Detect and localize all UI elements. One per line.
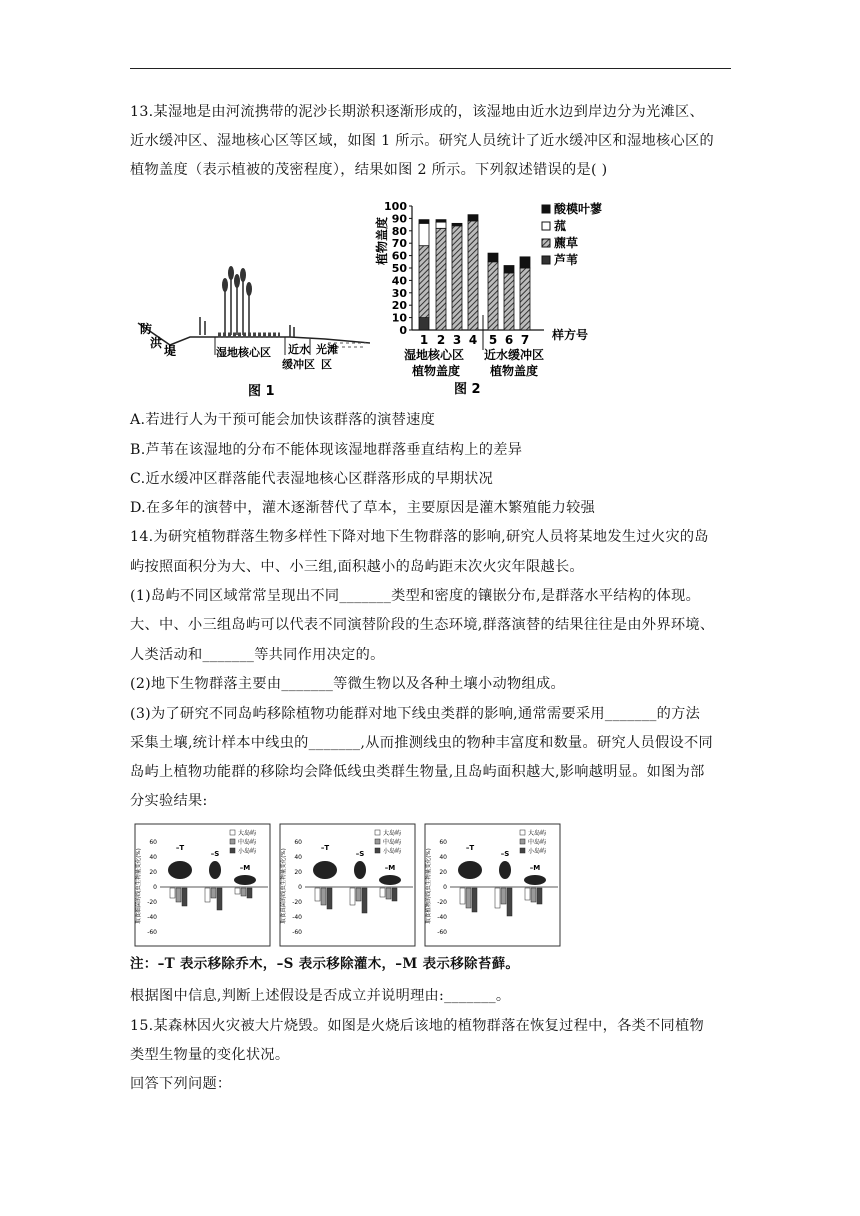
- figure-2-plant-cover-chart: [372, 195, 622, 405]
- panel-bar: [380, 888, 385, 897]
- panel-tick-label: 40: [149, 854, 157, 861]
- panel-legend-swatch: [375, 830, 380, 835]
- panel-treatment-label: –M: [529, 864, 541, 872]
- panel-legend-label: 小岛屿: [528, 848, 547, 855]
- panel-bar: [217, 888, 222, 910]
- panel-plant-icon: [499, 861, 511, 879]
- panel-legend-swatch: [520, 839, 525, 844]
- panel-legend-label: 大岛屿: [238, 830, 257, 837]
- bar-藨草-6: [504, 273, 514, 330]
- bar-酸模叶蓼-3: [452, 223, 462, 225]
- plant-cover-bar-chart: [372, 195, 622, 405]
- panel-tick-label: -40: [437, 914, 447, 921]
- panel-bar: [472, 888, 477, 912]
- panel-bar: [507, 888, 512, 916]
- q13-line-1: 13.某湿地是由河流携带的泥沙长期淤积逐渐形成的，该湿地由近水边到岸边分为光滩区、: [130, 104, 704, 120]
- bar-酸模叶蓼-4: [468, 215, 478, 221]
- panel-bar: [501, 888, 506, 904]
- q13-option-c: C.近水缓冲区群落能代表湿地核心区群落形成的早期状况: [130, 471, 494, 487]
- panel-treatment-label: –S: [355, 850, 365, 858]
- header-rule: [130, 68, 731, 69]
- q14-line-8: 采集土壤,统计样本中线虫的_______,从而推测线虫的物种丰富度和数量。研究人员假设不同: [130, 735, 713, 751]
- fig1-label-fang: 防: [140, 322, 153, 336]
- q14-line-10: 分实验结果:: [130, 793, 208, 809]
- legend-label: 菰: [554, 219, 567, 233]
- chart-x-tick-label: 6: [504, 333, 514, 347]
- legend-label: 藨草: [554, 236, 579, 250]
- panel-legend-label: 中岛屿: [238, 839, 257, 846]
- panel-bar: [460, 888, 465, 904]
- bar-酸模叶蓼-2: [436, 220, 446, 222]
- bar-菰-2: [436, 222, 446, 228]
- panel-bar: [205, 888, 210, 902]
- fig1-flat-label-2: 区: [321, 358, 332, 371]
- bar-酸模叶蓼-1: [419, 220, 429, 224]
- panel-legend-label: 小岛屿: [238, 848, 257, 855]
- panel-tick-label: -40: [292, 914, 302, 921]
- panel-tick-label: 20: [439, 869, 447, 876]
- chart-group2-line2: 植物盖度: [490, 364, 539, 378]
- panel-plant-icon: [313, 861, 337, 879]
- chart-y-tick-label: 90: [391, 212, 407, 226]
- panel-tick-label: -60: [147, 929, 157, 936]
- panel-bar: [392, 888, 397, 901]
- q14-line-7: (3)为了研究不同岛屿移除植物功能群对地下线虫类群的影响,通常需要采用_______的方法: [130, 706, 701, 722]
- q13-line-3: 植物盖度（表示植被的茂密程度），结果如图 2 所示。下列叙述错误的是( ): [130, 162, 608, 178]
- panel-plant-icon: [354, 861, 366, 879]
- bar-藨草-2: [436, 228, 446, 330]
- panel-bar: [327, 888, 332, 909]
- chart-group1-line1: 湿地核心区: [404, 348, 465, 362]
- chart-y-tick-label: 50: [391, 262, 407, 275]
- legend-swatch: [542, 256, 550, 264]
- panel-legend-label: 中岛屿: [528, 839, 547, 846]
- chart-y-tick-label: 10: [391, 311, 407, 325]
- panel-bar: [182, 888, 187, 906]
- panel-legend-swatch: [375, 839, 380, 844]
- legend-swatch: [542, 222, 550, 230]
- q15-line-3: 回答下列问题：: [130, 1076, 232, 1092]
- q14-line-5: 人类活动和_______等共同作用决定的。: [130, 647, 385, 663]
- bar-藨草-3: [452, 226, 462, 330]
- panel-plant-icon: [209, 861, 221, 879]
- panel-legend-label: 中岛屿: [383, 839, 402, 846]
- legend-label: 酸模叶蓼: [554, 202, 603, 216]
- panel-bar: [537, 888, 542, 904]
- chart-group2-line1: 近水缓冲区: [484, 348, 545, 362]
- chart-x-tick-label: 5: [488, 333, 498, 347]
- panel-tick-label: 60: [439, 839, 447, 846]
- panel-bar: [247, 888, 252, 898]
- q14-line-4: 大、中、小三组岛屿可以代表不同演替阶段的生态环境,群落演替的结果往往是由外界环境、: [130, 617, 715, 633]
- chart-xlabel-right: 样方号: [552, 328, 589, 342]
- panel-tick-label: 0: [153, 884, 157, 891]
- chart-x-tick-label: 2: [436, 333, 446, 347]
- panel-legend-swatch: [230, 839, 235, 844]
- nematode-figure-note: 注：–T 表示移除乔木，–S 表示移除灌木，–M 表示移除苔藓。: [130, 956, 520, 972]
- panel-plant-icon: [524, 875, 546, 885]
- q15-line-1: 15.某森林因火灾被大片烧毁。如图是火烧后该地的植物群落在恢复过程中，各类不同植物: [130, 1018, 704, 1034]
- q15-line-2: 类型生物量的变化状况。: [130, 1047, 290, 1063]
- panel-tick-label: 20: [149, 869, 157, 876]
- panel-treatment-label: –T: [465, 844, 475, 852]
- chart-x-tick-label: 4: [468, 333, 478, 347]
- panel-treatment-label: –S: [500, 850, 510, 858]
- fig1-buffer-label-2: 缓冲区: [282, 358, 315, 371]
- panel-tick-label: 60: [149, 839, 157, 846]
- nematode-panels: [130, 822, 562, 952]
- panel-bar: [362, 888, 367, 913]
- panel-plant-icon: [234, 875, 256, 885]
- panel-treatment-label: –T: [320, 844, 330, 852]
- panel-tick-label: 60: [294, 839, 302, 846]
- q14-line-6: (2)地下生物群落主要由_______等微生物以及各种土壤小动物组成。: [130, 676, 565, 692]
- panel-bar: [235, 888, 240, 894]
- panel-tick-label: 40: [439, 854, 447, 861]
- chart-y-tick-label: 20: [391, 299, 407, 313]
- panel-treatment-label: –S: [210, 850, 220, 858]
- panel-tick-label: 0: [298, 884, 302, 891]
- legend-swatch: [542, 239, 550, 247]
- bar-藨草-1: [419, 246, 429, 318]
- panel-tick-label: -20: [292, 899, 302, 906]
- panel-bar: [466, 888, 471, 908]
- figure-1-wetland-profile: [130, 255, 370, 405]
- bar-藨草-4: [468, 221, 478, 330]
- legend-swatch: [542, 205, 550, 213]
- q14-line-3: (1)岛屿不同区域常常呈现出不同_______类型和密度的镶嵌分布,是群落水平结构的体现。: [130, 588, 701, 604]
- q14-line-9: 岛屿上植物功能群的移除均会降低线虫类群生物量,且岛屿面积越大,影响越明显。如图为部: [130, 764, 705, 780]
- legend-label: 芦苇: [554, 253, 579, 267]
- panel-legend-swatch: [230, 830, 235, 835]
- fig1-core-label: 湿地核心区: [216, 346, 271, 359]
- panel-legend-swatch: [520, 830, 525, 835]
- panel-tick-label: -20: [437, 899, 447, 906]
- panel-legend-swatch: [375, 848, 380, 853]
- chart-y-tick-label: 100: [384, 200, 407, 213]
- panel-bar: [176, 888, 181, 902]
- panel-legend-label: 小岛屿: [383, 848, 402, 855]
- fig2-caption: 图 2: [454, 382, 481, 397]
- panel-bar: [525, 888, 530, 900]
- panel-tick-label: 0: [443, 884, 447, 891]
- chart-x-tick-label: 3: [452, 333, 462, 347]
- panel-plant-icon: [379, 875, 401, 885]
- nematode-biomass-figure: [130, 822, 562, 952]
- nematode-panel-3: [424, 824, 560, 946]
- chart-y-tick-label: 60: [391, 249, 407, 263]
- panel-bar: [170, 888, 175, 898]
- panel-tick-label: -40: [147, 914, 157, 921]
- panel-bar: [531, 888, 536, 902]
- q13-line-2: 近水缓冲区、湿地核心区等区域，如图 1 所示。研究人员统计了近水缓冲区和湿地核心区的: [130, 133, 714, 149]
- q14-line-11: 根据图中信息,判断上述假设是否成立并说明理由:_______。: [130, 988, 511, 1004]
- panel-treatment-label: –M: [239, 864, 251, 872]
- fig1-caption: 图 1: [248, 384, 275, 399]
- bar-芦苇-1: [419, 318, 429, 330]
- q14-line-2: 屿按照面积分为大、中、小三组,面积越小的岛屿距末次火灾年限越长。: [130, 559, 584, 575]
- panel-legend-swatch: [230, 848, 235, 853]
- bar-酸模叶蓼-6: [504, 266, 514, 273]
- fig1-label-hong: 洪: [150, 336, 163, 350]
- panel-plant-icon: [458, 861, 482, 879]
- panel-ylabel: 取食真菌的线虫生物量变化(%): [281, 848, 287, 924]
- chart-y-tick-label: 0: [399, 324, 407, 337]
- chart-y-tick-label: 70: [391, 237, 407, 251]
- panel-tick-label: -60: [437, 929, 447, 936]
- chart-y-tick-label: 30: [391, 286, 407, 300]
- chart-ylabel: 植物盖度: [375, 216, 389, 265]
- panel-bar: [386, 888, 391, 899]
- nematode-panel-2: [279, 824, 415, 946]
- panel-tick-label: 40: [294, 854, 302, 861]
- bar-藨草-7: [520, 268, 530, 330]
- q13-option-b: B.芦苇在该湿地的分布不能体现该湿地群落垂直结构上的差异: [130, 442, 523, 458]
- panel-bar: [211, 888, 216, 898]
- panel-legend-label: 大岛屿: [383, 830, 402, 837]
- bar-藨草-5: [488, 262, 498, 330]
- panel-bar: [495, 888, 500, 908]
- chart-x-tick-label: 1: [419, 333, 429, 347]
- panel-tick-label: 20: [294, 869, 302, 876]
- panel-bar: [350, 888, 355, 905]
- panel-ylabel: 取食植物的线虫生物量变化(%): [426, 848, 432, 924]
- q14-line-1: 14.为研究植物群落生物多样性下降对地下生物群落的影响,研究人员将某地发生过火灾的岛: [130, 529, 709, 545]
- chart-y-tick-label: 80: [391, 224, 407, 238]
- wetland-profile-drawing: [130, 255, 370, 405]
- panel-treatment-label: –T: [175, 844, 185, 852]
- panel-bar: [356, 888, 361, 901]
- chart-x-tick-label: 7: [520, 333, 530, 347]
- bar-菰-1: [419, 223, 429, 245]
- chart-y-tick-label: 40: [391, 274, 407, 288]
- bar-酸模叶蓼-7: [520, 257, 530, 268]
- panel-ylabel: 取食细菌的线虫生物量变化(%): [136, 848, 142, 924]
- fig1-label-di: 堤: [164, 344, 177, 358]
- panel-tick-label: -20: [147, 899, 157, 906]
- fig1-buffer-label-1: 近水: [288, 343, 310, 356]
- panel-tick-label: -60: [292, 929, 302, 936]
- panel-legend-swatch: [520, 848, 525, 853]
- chart-group1-line2: 植物盖度: [412, 364, 461, 378]
- panel-treatment-label: –M: [384, 864, 396, 872]
- nematode-panel-1: [134, 824, 270, 946]
- bar-酸模叶蓼-5: [488, 253, 498, 262]
- q13-option-d: D.在多年的演替中，灌木逐渐替代了草本，主要原因是灌木繁殖能力较强: [130, 500, 596, 516]
- panel-bar: [241, 888, 246, 896]
- fig1-flat-label-1: 光滩: [316, 343, 338, 356]
- panel-bar: [315, 888, 320, 901]
- panel-legend-label: 大岛屿: [528, 830, 547, 837]
- panel-plant-icon: [168, 861, 192, 879]
- q13-option-a: A.若进行人为干预可能会加快该群落的演替速度: [130, 412, 436, 428]
- panel-bar: [321, 888, 326, 905]
